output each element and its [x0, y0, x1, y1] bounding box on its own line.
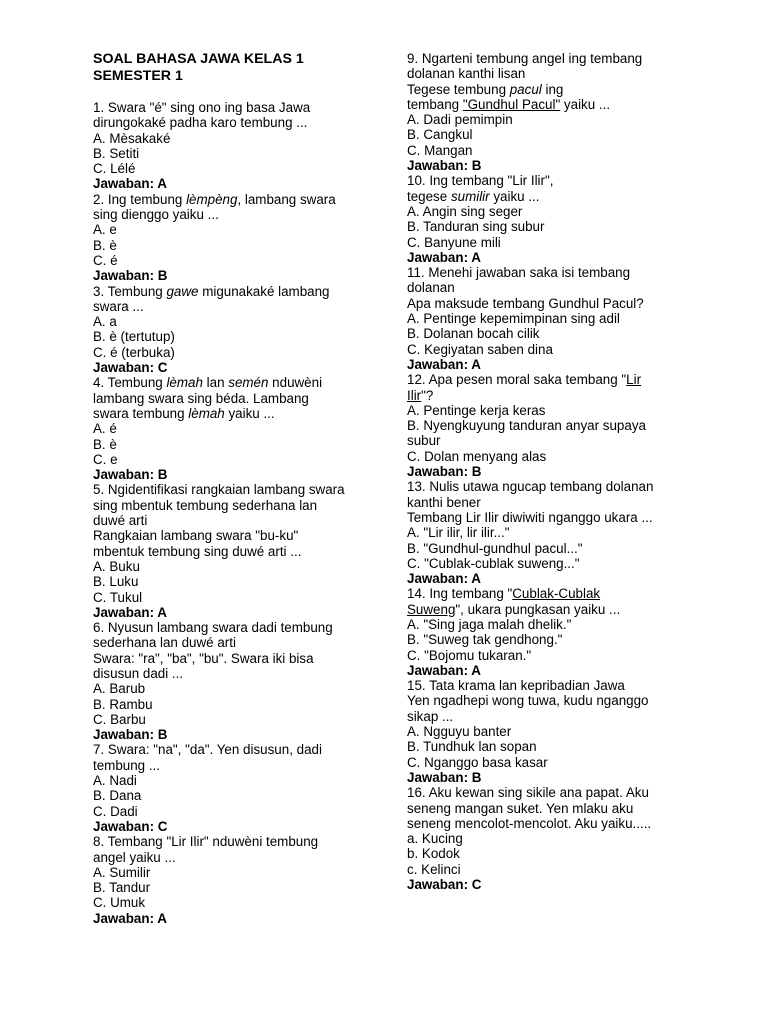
text-segment: B. è	[93, 237, 117, 253]
text-line	[93, 513, 365, 528]
text-line	[93, 865, 365, 880]
left-column	[93, 51, 365, 926]
text-segment: 3. Tembung	[93, 283, 167, 299]
answer-key: Jawaban: C	[93, 818, 168, 834]
text-line	[407, 403, 675, 418]
text-segment: tembung ...	[93, 757, 160, 773]
text-segment: A. Ngguyu banter	[407, 724, 512, 740]
text-line	[407, 326, 675, 341]
text-segment: B. Tundhuk lan sopan	[407, 739, 537, 755]
text-segment: C. Mangan	[407, 142, 473, 158]
text-line	[407, 372, 675, 387]
italic-word: gawe	[166, 283, 199, 299]
text-line	[93, 895, 365, 910]
text-segment: Yen ngadhepi wong tuwa, kudu nganggo	[407, 693, 649, 709]
text-segment: kanthi bener	[407, 494, 481, 510]
text-line	[407, 495, 675, 510]
text-segment: yaiku ...	[489, 188, 540, 204]
italic-word: semén	[228, 375, 269, 391]
text-line	[93, 559, 365, 574]
answer-key: Jawaban: C	[93, 360, 168, 376]
text-line	[93, 146, 365, 161]
text-line	[93, 161, 365, 176]
answer-key: Jawaban: B	[407, 769, 482, 785]
text-line	[93, 681, 365, 696]
answer-key-line	[93, 176, 365, 191]
text-line	[407, 586, 675, 601]
text-line	[93, 788, 365, 803]
text-line	[93, 131, 365, 146]
answer-key-line	[93, 467, 365, 482]
text-line	[407, 678, 675, 693]
text-line	[93, 712, 365, 727]
text-line	[93, 758, 365, 773]
text-line	[93, 253, 365, 268]
text-segment: dirungokaké padha karo tembung ...	[93, 115, 308, 131]
text-segment: "?	[421, 387, 434, 403]
text-segment: A. Buku	[93, 558, 140, 574]
answer-key-line	[93, 268, 365, 283]
text-line	[407, 479, 675, 494]
text-line	[407, 51, 675, 66]
text-line	[93, 850, 365, 865]
text-line	[93, 100, 365, 115]
text-segment: lan	[202, 375, 229, 391]
text-line	[93, 375, 365, 390]
text-segment: 12. Apa pesen moral saka tembang "	[407, 372, 627, 388]
text-line	[407, 510, 675, 525]
text-segment: Rangkaian lambang swara "bu-ku"	[93, 528, 299, 544]
text-line	[93, 115, 365, 130]
text-line	[407, 204, 675, 219]
text-segment: a. Kucing	[407, 831, 463, 847]
text-segment: 5. Ngidentifikasi rangkaian lambang swara	[93, 482, 345, 498]
text-segment: 1. Swara "é" sing ono ing basa Jawa	[93, 100, 311, 115]
italic-word: pacul	[509, 81, 542, 97]
text-segment: C. Umuk	[93, 895, 146, 911]
text-line	[93, 544, 365, 559]
text-line	[407, 112, 675, 127]
answer-key: Jawaban: B	[407, 158, 482, 174]
underlined-title: "Gundhul Pacul"	[462, 96, 561, 112]
answer-key: Jawaban: A	[93, 176, 167, 192]
text-segment: sederhana lan duwé arti	[93, 635, 236, 651]
text-segment: 8. Tembang "Lir Ilir" nduwèni tembung	[93, 834, 319, 850]
text-segment: B. Rambu	[93, 696, 153, 712]
answer-key-line	[407, 770, 675, 785]
text-segment: C. é (terbuka)	[93, 344, 175, 360]
text-line	[93, 192, 365, 207]
text-segment: duwé arti	[93, 513, 148, 529]
text-segment: tegese	[407, 188, 451, 204]
text-line	[93, 666, 365, 681]
text-line	[93, 482, 365, 497]
underlined-title: Ilir	[407, 387, 422, 403]
text-line	[93, 590, 365, 605]
text-segment: lambang swara sing béda. Lambang	[93, 390, 309, 406]
answer-key: Jawaban: C	[407, 877, 482, 893]
text-segment: B. Dolanan bocah cilik	[407, 326, 540, 342]
answer-key-line	[93, 727, 365, 742]
underlined-title: Lir	[626, 372, 642, 388]
answer-key: Jawaban: B	[93, 467, 168, 483]
answer-key: Jawaban: A	[93, 604, 167, 620]
text-segment: A. Pentinge kerja keras	[407, 402, 546, 418]
text-segment: A. Sumilir	[93, 864, 151, 880]
text-segment: sikap ...	[407, 708, 454, 724]
text-line	[93, 834, 365, 849]
text-line	[407, 280, 675, 295]
text-line	[93, 620, 365, 635]
text-segment: C. "Bojomu tukaran."	[407, 647, 532, 663]
text-segment: disusun dadi ...	[93, 665, 184, 681]
answer-key-line	[93, 360, 365, 375]
text-segment: Swara: "ra", "ba", "bu". Swara iki bisa	[93, 650, 314, 666]
title-line: SEMESTER 1	[93, 68, 183, 84]
answer-key-line	[93, 819, 365, 834]
text-segment: C. "Cublak-cublak suweng..."	[407, 555, 580, 571]
text-segment: B. Tandur	[93, 880, 151, 896]
text-line	[407, 816, 675, 831]
answer-key-line	[407, 464, 675, 479]
text-line	[407, 693, 675, 708]
text-line	[93, 773, 365, 788]
text-line	[407, 219, 675, 234]
text-line	[407, 739, 675, 754]
text-segment: swara tembung	[93, 405, 189, 421]
text-segment: C. Nganggo basa kasar	[407, 754, 548, 770]
answer-key: Jawaban: A	[407, 356, 481, 372]
text-line	[407, 755, 675, 770]
text-line	[407, 602, 675, 617]
text-segment: B. Nyengkuyung tanduran anyar supaya	[407, 418, 646, 434]
answer-key: Jawaban: A	[407, 571, 481, 587]
answer-key-line	[407, 250, 675, 265]
answer-key-line	[93, 911, 365, 926]
text-line	[407, 127, 675, 142]
text-line	[93, 406, 365, 421]
text-segment: C. Tukul	[93, 589, 143, 605]
text-segment: sing dienggo yaiku ...	[93, 207, 219, 223]
text-segment: 10. Ing tembang "Lir Ilir",	[407, 173, 554, 189]
text-line	[93, 452, 365, 467]
text-line	[93, 345, 365, 360]
text-line	[93, 207, 365, 222]
text-line	[93, 651, 365, 666]
text-segment: Apa maksude tembang Gundhul Pacul?	[407, 295, 644, 311]
underlined-title: Suweng	[407, 601, 456, 617]
text-line	[93, 574, 365, 589]
text-segment: A. e	[93, 222, 117, 238]
text-segment: C. Dolan menyang alas	[407, 448, 547, 464]
text-segment: B. è	[93, 436, 117, 452]
text-segment: C. Lélé	[93, 161, 136, 177]
text-line	[93, 421, 365, 436]
text-segment: C. é	[93, 252, 118, 268]
text-segment: seneng mencolot-mencolot. Aku yaiku.....	[407, 815, 652, 831]
text-segment: 11. Menehi jawaban saka isi tembang	[407, 265, 631, 281]
text-segment: 13. Nulis utawa ngucap tembang dolanan	[407, 479, 654, 495]
answer-key-line	[93, 605, 365, 620]
text-segment: B. Dana	[93, 788, 142, 804]
text-line	[407, 846, 675, 861]
text-segment: B. Cangkul	[407, 127, 473, 143]
text-line	[93, 498, 365, 513]
answer-key: Jawaban: A	[407, 249, 481, 265]
text-segment: A. a	[93, 314, 117, 330]
text-line	[407, 97, 675, 112]
text-segment: B. "Gundhul-gundhul pacul..."	[407, 540, 583, 556]
text-line	[93, 528, 365, 543]
text-segment: mbentuk tembung sing duwé arti ...	[93, 543, 302, 559]
answer-key-line	[407, 877, 675, 892]
text-line	[93, 804, 365, 819]
text-segment: tembang	[407, 96, 463, 112]
answer-key: Jawaban: B	[93, 727, 168, 743]
text-line	[93, 742, 365, 757]
text-segment: angel yaiku ...	[93, 849, 176, 865]
text-line	[407, 143, 675, 158]
text-segment: A. Pentinge kepemimpinan sing adil	[407, 311, 620, 327]
answer-key: Jawaban: B	[93, 268, 168, 284]
text-segment: 2. Ing tembung	[93, 191, 187, 207]
text-line	[407, 525, 675, 540]
text-line	[407, 632, 675, 647]
text-segment: 4. Tembung	[93, 375, 167, 391]
question-list-right	[407, 51, 675, 892]
text-segment: C. Barbu	[93, 711, 146, 727]
underlined-title: Cublak-Cublak	[512, 586, 601, 602]
text-segment: ing	[541, 81, 564, 97]
text-line	[407, 433, 675, 448]
text-line	[407, 801, 675, 816]
text-line	[407, 449, 675, 464]
text-segment: c. Kelinci	[407, 861, 461, 877]
text-segment: yaiku ...	[224, 405, 275, 421]
text-segment: nduwèni	[268, 375, 323, 391]
text-line	[407, 724, 675, 739]
text-segment: C. Dadi	[93, 803, 138, 819]
italic-word: lèmah	[188, 405, 225, 421]
text-line	[407, 862, 675, 877]
answer-key-line	[407, 158, 675, 173]
text-line	[93, 391, 365, 406]
text-segment: A. "Sing jaga malah dhelik."	[407, 616, 572, 632]
text-segment: C. Kegiyatan saben dina	[407, 341, 553, 357]
text-line	[407, 556, 675, 571]
text-segment: B. Luku	[93, 574, 139, 590]
text-line	[407, 648, 675, 663]
text-segment: 15. Tata krama lan kepribadian Jawa	[407, 678, 625, 694]
document-title	[93, 51, 365, 85]
text-line	[407, 831, 675, 846]
text-segment: B. "Suweg tak gendhong."	[407, 632, 563, 648]
text-line	[407, 82, 675, 97]
answer-key: Jawaban: A	[93, 910, 167, 926]
text-segment: dolanan kanthi lisan	[407, 66, 526, 82]
text-segment: 16. Aku kewan sing sikile ana papat. Aku	[407, 785, 649, 801]
text-segment: 7. Swara: "na", "da". Yen disusun, dadi	[93, 742, 322, 758]
italic-word: sumilir	[450, 188, 490, 204]
text-line	[93, 437, 365, 452]
text-line	[407, 709, 675, 724]
text-segment: swara ...	[93, 298, 144, 314]
text-line	[407, 235, 675, 250]
answer-key-line	[407, 357, 675, 372]
italic-word: lèmpèng	[186, 191, 238, 207]
text-segment: yaiku ...	[560, 96, 611, 112]
text-line	[407, 617, 675, 632]
text-segment: subur	[407, 433, 441, 449]
question-list-left	[93, 100, 365, 926]
text-segment: , lambang swara	[237, 191, 336, 207]
text-line	[93, 238, 365, 253]
text-line	[93, 284, 365, 299]
text-line	[407, 785, 675, 800]
text-segment: 14. Ing tembang "	[407, 586, 513, 602]
text-segment: A. Dadi pemimpin	[407, 112, 513, 128]
text-segment: A. Barub	[93, 681, 146, 697]
text-segment: C. e	[93, 451, 118, 467]
text-line	[93, 635, 365, 650]
text-line	[407, 418, 675, 433]
text-line	[93, 314, 365, 329]
right-column	[407, 51, 675, 892]
text-line	[93, 880, 365, 895]
answer-key-line	[407, 663, 675, 678]
text-line	[407, 541, 675, 556]
text-segment: sing mbentuk tembung sederhana lan	[93, 497, 318, 513]
text-segment: B. Setiti	[93, 145, 140, 161]
text-line	[93, 299, 365, 314]
title-line: SOAL BAHASA JAWA KELAS 1	[93, 51, 304, 67]
text-line	[93, 697, 365, 712]
text-segment: b. Kodok	[407, 846, 460, 862]
text-segment: B. è (tertutup)	[93, 329, 175, 345]
text-segment: 9. Ngarteni tembung angel ing tembang	[407, 51, 643, 66]
text-segment: ", ukara pungkasan yaiku ...	[455, 601, 621, 617]
text-line	[407, 388, 675, 403]
text-segment: Tegese tembung	[407, 81, 510, 97]
text-segment: migunakaké lambang	[198, 283, 330, 299]
text-segment: A. Angin sing seger	[407, 203, 523, 219]
text-line	[407, 66, 675, 81]
text-line	[407, 265, 675, 280]
text-line	[93, 222, 365, 237]
text-line	[407, 173, 675, 188]
text-segment: dolanan	[407, 280, 455, 296]
answer-key: Jawaban: A	[407, 662, 481, 678]
text-line	[407, 342, 675, 357]
text-segment: seneng mangan suket. Yen mlaku aku	[407, 800, 634, 816]
text-segment: A. "Lir ilir, lir ilir..."	[407, 525, 510, 541]
text-line	[93, 329, 365, 344]
text-line	[407, 311, 675, 326]
text-segment: Tembang Lir Ilir diwiwiti nganggo ukara ...	[407, 509, 653, 525]
answer-key: Jawaban: B	[407, 464, 482, 480]
text-segment: A. Nadi	[93, 773, 137, 789]
text-line	[407, 189, 675, 204]
text-line	[407, 296, 675, 311]
text-segment: A. Mèsakaké	[93, 130, 171, 146]
text-segment: C. Banyune mili	[407, 234, 501, 250]
text-segment: B. Tanduran sing subur	[407, 219, 545, 235]
text-segment: A. é	[93, 421, 117, 437]
answer-key-line	[407, 571, 675, 586]
italic-word: lèmah	[166, 375, 203, 391]
text-segment: 6. Nyusun lambang swara dadi tembung	[93, 620, 333, 636]
